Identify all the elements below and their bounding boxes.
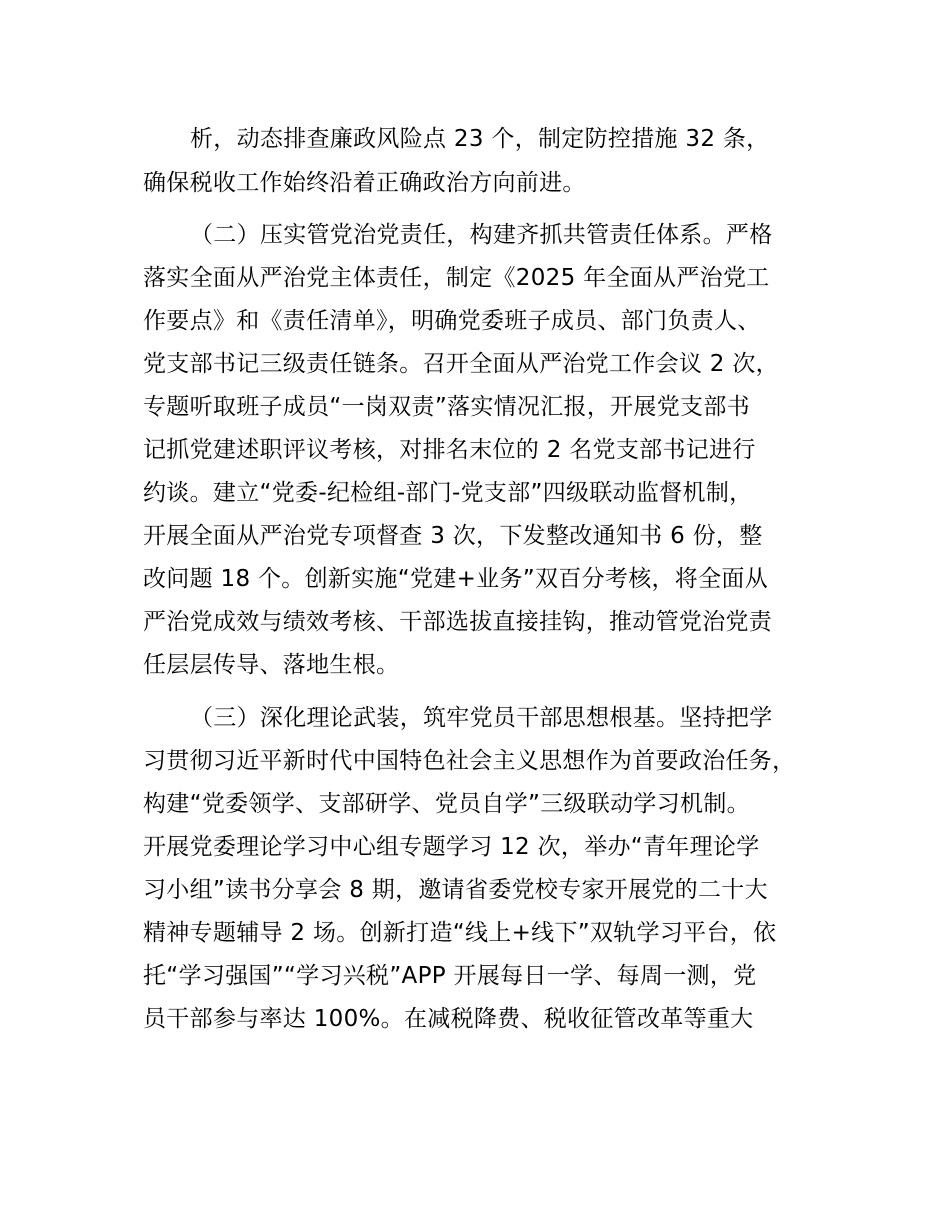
- text-line: 确保税收工作始终沿着正确政治方向前进。: [143, 170, 586, 196]
- text-line: 析，动态排查廉政风险点 23 个，制定防控措施 32 条，: [190, 126, 770, 152]
- text-line: （三）深化理论武装，筑牢党员干部思想根基。坚持把学: [190, 705, 773, 731]
- text-line: 员干部参与率达 100%。在减税降费、税收征管改革等重大: [143, 1006, 754, 1032]
- text-line: 开展全面从严治党专项督查 3 次，下发整改通知书 6 份，整: [143, 523, 763, 549]
- text-line: 习小组”读书分享会 8 期，邀请省委党校专家开展党的二十大: [143, 877, 768, 903]
- text-line: （二）压实管党治党责任，构建齐抓共管责任体系。严格: [190, 222, 773, 248]
- text-line: 任层层传导、落地生根。: [143, 652, 400, 678]
- text-line: 托“学习强国”“学习兴税”APP 开展每日一学、每周一测，党: [143, 963, 757, 989]
- text-line: 严治党成效与绩效考核、干部选拔直接挂钩，推动管党治党责: [143, 609, 773, 635]
- text-line: 党支部书记三级责任链条。召开全面从严治党工作会议 2 次，: [143, 351, 779, 377]
- text-line: 习贯彻习近平新时代中国特色社会主义思想作为首要政治任务，: [143, 748, 796, 774]
- text-line: 构建“党委领学、支部研学、党员自学”三级联动学习机制。: [143, 791, 750, 817]
- text-line: 记抓党建述职评议考核，对排名末位的 2 名党支部书记进行: [143, 437, 756, 463]
- text-line: 改问题 18 个。创新实施“党建+业务”双百分考核，将全面从: [143, 566, 768, 592]
- text-line: 开展党委理论学习中心组专题学习 12 次，举办“青年理论学: [143, 834, 760, 860]
- text-line: 作要点》和《责任清单》，明确党委班子成员、部门负责人、: [143, 308, 761, 334]
- text-line: 精神专题辅导 2 场。创新打造“线上+线下”双轨学习平台，依: [143, 920, 777, 946]
- text-line: 落实全面从严治党主体责任，制定《2025 年全面从严治党工: [143, 265, 770, 291]
- text-line: 约谈。建立“党委-纪检组-部门-党支部”四级联动监督机制，: [143, 480, 753, 506]
- text-line: 专题听取班子成员“一岗双责”落实情况汇报，开展党支部书: [143, 394, 750, 420]
